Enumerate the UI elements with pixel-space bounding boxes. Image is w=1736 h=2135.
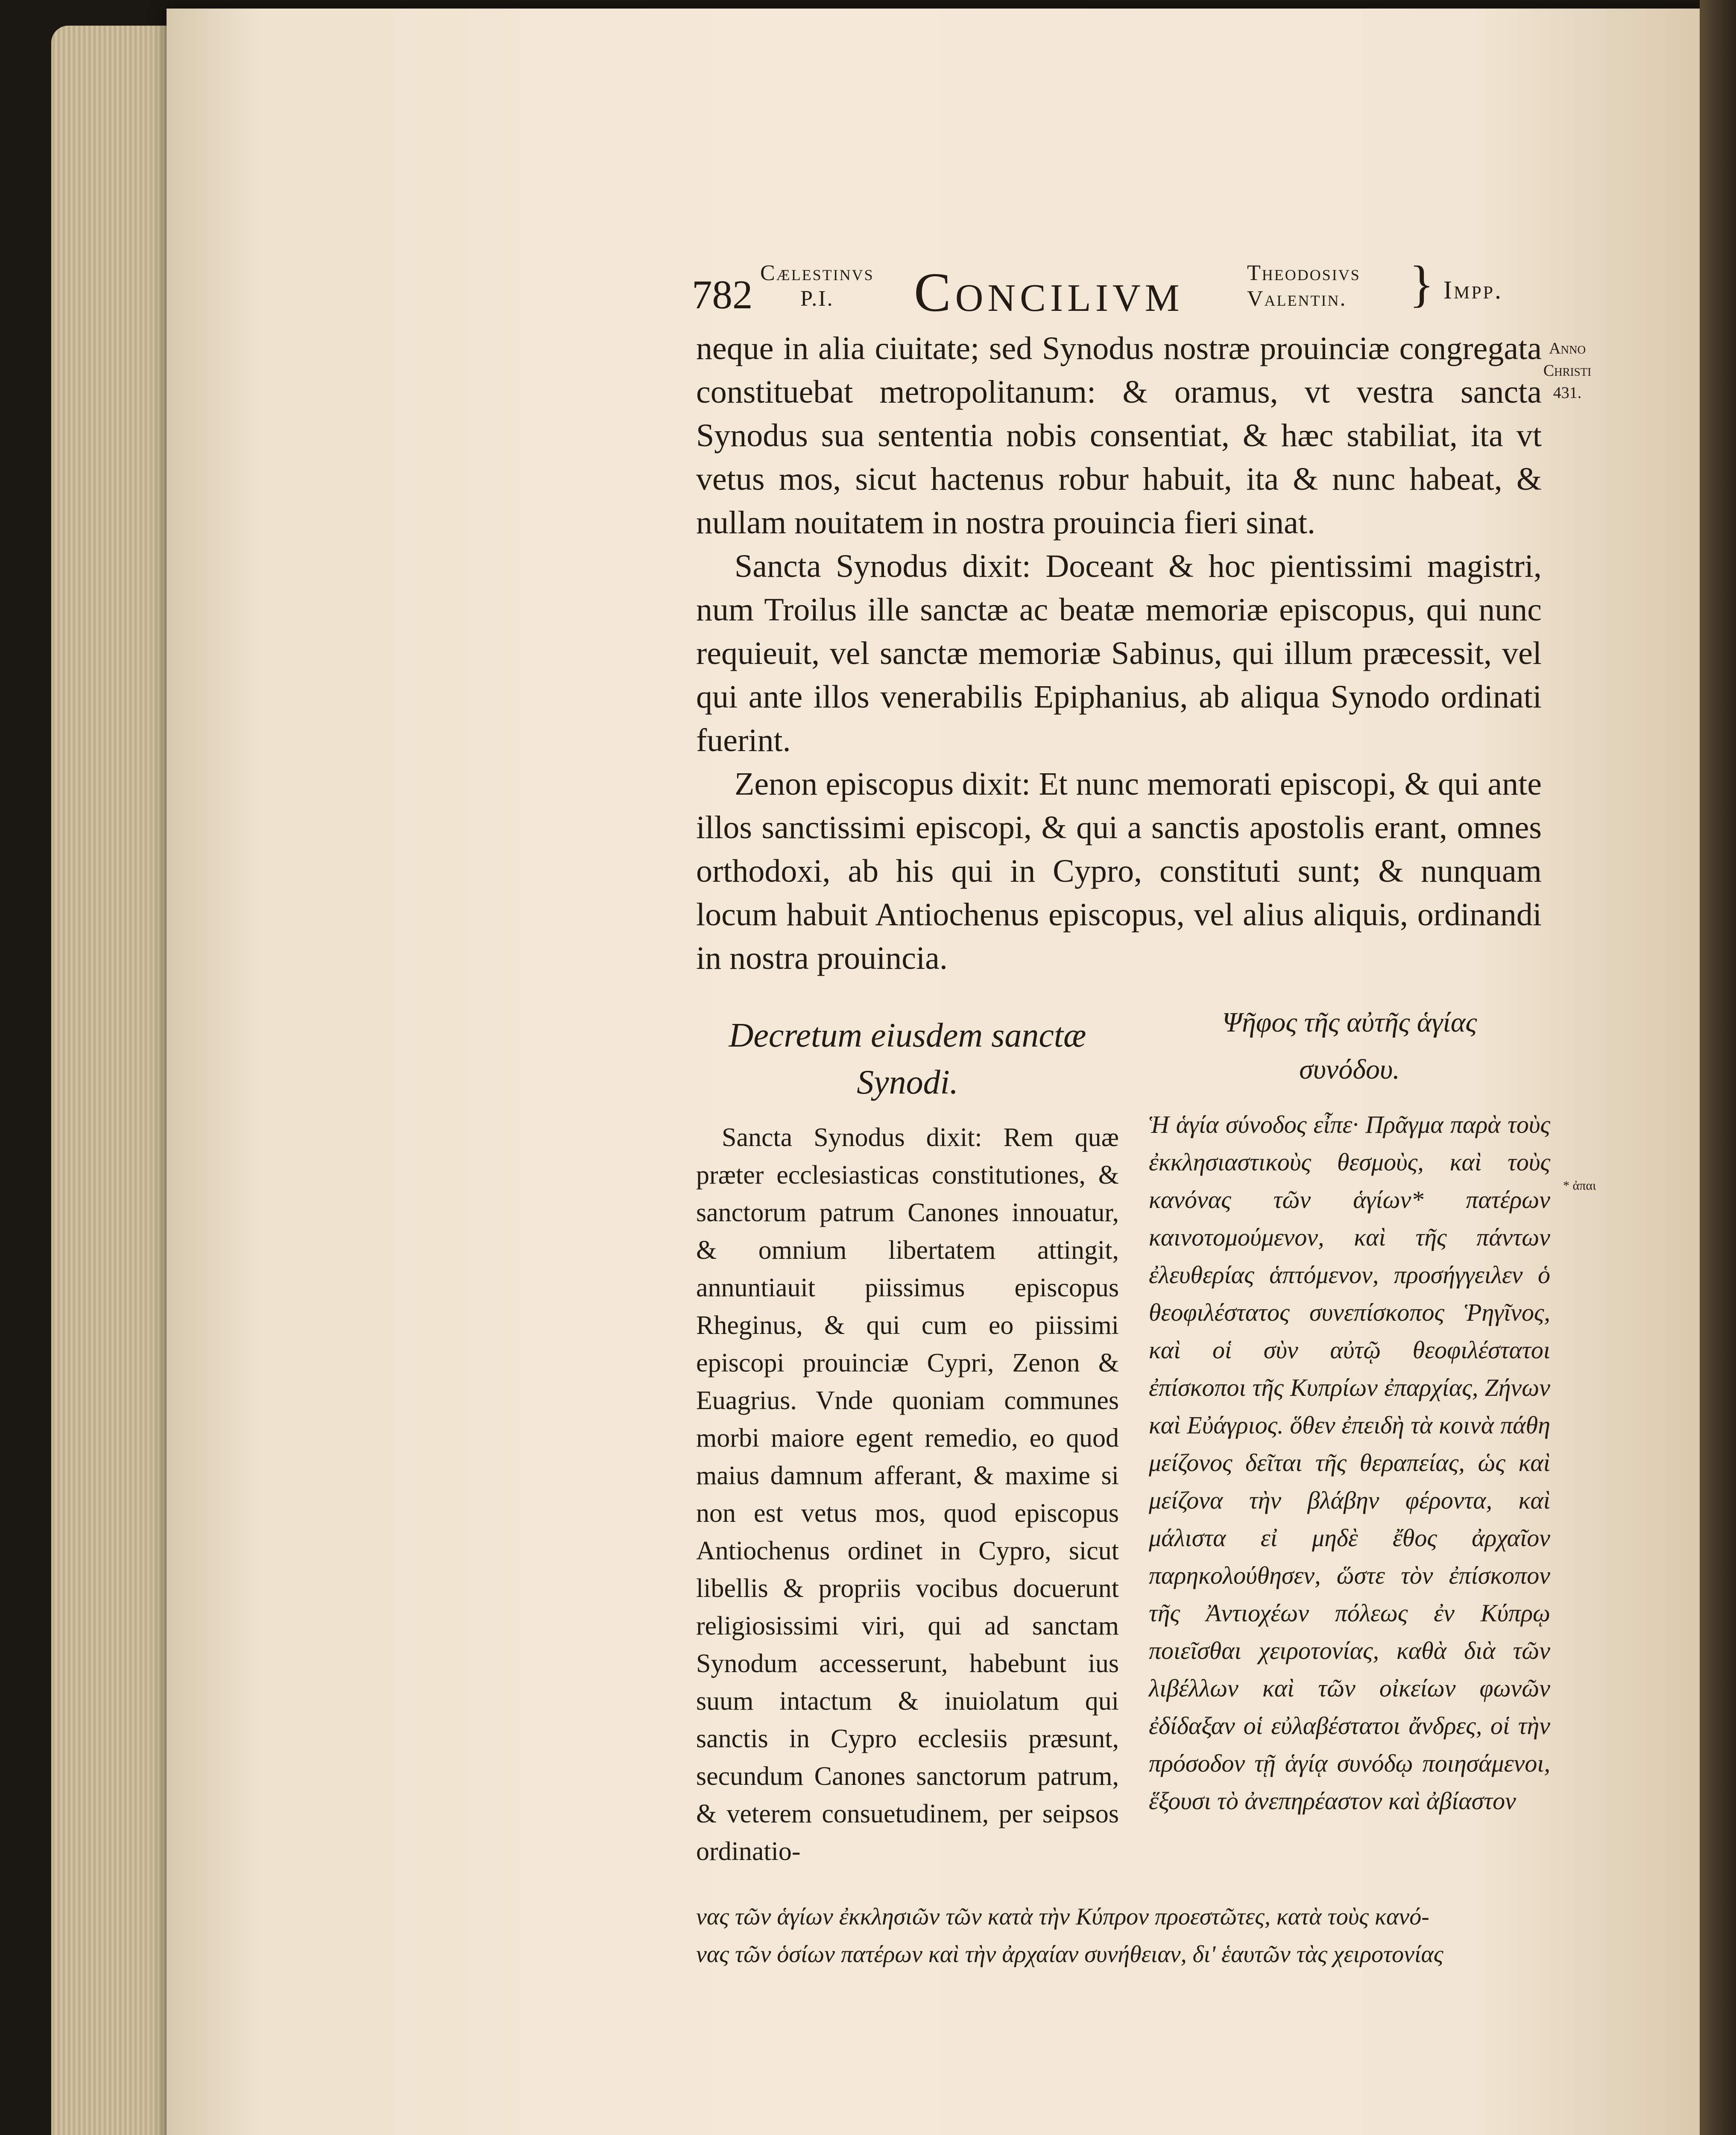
paragraph: Zenon episcopus dixit: Et nunc memorati episcopi, & qui ante illos sanctissimi episcopi, & qui a sanctis apostolis erant, omnes orthodoxi, ab his qui in Cypro, constituti sunt; & nunquam locum habuit Antiochenus episcopus, vel alius aliquis, ordinandi in nostra prouincia.	[696, 766, 1542, 976]
margin-year-note: Anno Christi 431.	[1543, 339, 1592, 402]
impp-label: Impp.	[1443, 276, 1503, 304]
paragraph: Sancta Synodus dixit: Doceant & hoc pientissimi magistri, num Troilus ille sanctæ ac beatæ memoriæ episcopus, qui nunc requieuit, vel sanctæ memoriæ Sabinus, qui illum præcessit, vel qui ante illos venerabilis Epiphanius, ab aliqua Synodo ordinati fuerint.	[696, 548, 1542, 758]
page-number: 782	[692, 272, 753, 317]
paragraph: neque in alia ciuitate; sed Synodus nostræ prouinciæ congregata constituebat metropolitanum: & oramus, vt vestra sancta Synodus sua sententia nobis consentiat, & hæc stabiliat, ita vt vetus mos, sicut hactenus robur habuit, ita & nunc habeat, & nullam nouitatem in nostra prouincia fieri sinat.	[696, 330, 1542, 541]
book-gutter	[1700, 0, 1736, 2135]
latin-decree-text: Sancta Synodus dixit: Rem quæ præter ecclesiasticas constitutiones, & sanctorum patrum Canones innouatur, & omnium libertatem attingit, annuntiauit piissimus episcopus Rheginus, & qui cum eo piissimi episcopi prouinciæ Cypri, Zenon & Euagrius. Vnde quoniam communes morbi maiore egent remedio, eo quod maius damnum afferant, & maxime si non est vetus mos, quod episcopus Antiochenus ordinet in Cypro, sicut libellis & propriis vocibus docuerunt religiosissimi viri, qui ad sanctam Synodum accesserunt, habebunt ius suum intactum & inuiolatum qui sanctis in Cypro ecclesiis præsunt, secundum Canones sanctorum patrum, & veterem consuetudinem, per seipsos ordinatio-	[696, 1123, 1119, 1866]
greek-decree-text: Ἡ ἁγία σύνοδος εἶπε· Πρᾶγμα παρὰ τοὺς ἐκκλησιαστικοὺς θεσμοὺς, καὶ τοὺς κανόνας τῶν ἁγίων* πατέρων καινοτομούμενον, καὶ τῆς πάντων ἐλευθερίας ἁπτόμενον, προσήγγειλεν ὁ θεοφιλέστατος συνεπίσκοπος Ῥηγῖνος, καὶ οἱ σὺν αὐτῷ θεοφιλέστατοι ἐπίσκοποι τῆς Κυπρίων ἐπαρχίας, Ζήνων καὶ Εὐάγριος. ὅθεν ἐπειδὴ τὰ κοινὰ πάθη μείζονος δεῖται τῆς θεραπείας, ὡς καὶ μείζονα τὴν βλάβην φέροντα, καὶ μάλιστα εἰ μηδὲ ἔθος ἀρχαῖον παρηκολούθησεν, ὥστε τὸν ἐπίσκοπον τῆς Ἀντιοχέων πόλεως ἐν Κύπρῳ ποιεῖσθαι χειροτονίας, καθὰ διὰ τῶν λιβέλλων καὶ τῶν οἰκείων φωνῶν ἐδίδαξαν οἱ εὐλαβέστατοι ἄνδρες, οἱ τὴν πρόσοδον τῇ ἁγίᾳ συνόδῳ ποιησάμενοι, ἕξουσι τὸ ἀνεπηρέαστον καὶ ἀβίαστον	[1149, 1111, 1550, 1815]
latin-heading: Decretum eiusdem sanctæ Synodi.	[729, 1017, 1086, 1101]
brace-symbol: }	[1409, 255, 1434, 312]
running-header	[692, 252, 1623, 329]
greek-column	[1149, 999, 1550, 1820]
greek-heading: Ψῆφος τῆς αὐτῆς ἁγίας συνόδου.	[1222, 1007, 1477, 1085]
main-text	[696, 327, 1542, 980]
book-page-edges	[51, 26, 179, 2135]
latin-column	[696, 1012, 1119, 1870]
pope-name: Cælestinvs P.I.	[760, 261, 874, 311]
bottom-greek-lines: νας τῶν ἁγίων ἐκκλησιῶν τῶν κατὰ τὴν Κύπρον προεστῶτες, κατὰ τοὺς κανό- νας τῶν ὁσίων πατέρων καὶ τὴν ἀρχαίαν συνήθειαν, δι' ἑαυτῶν τὰς χειροτονίας	[696, 1904, 1443, 1968]
emperor-names: Theodosivs Valentin.	[1247, 261, 1361, 311]
marginal-variant-note: * ἀπαι	[1563, 1179, 1596, 1193]
page-title: Concilivm	[914, 262, 1184, 323]
